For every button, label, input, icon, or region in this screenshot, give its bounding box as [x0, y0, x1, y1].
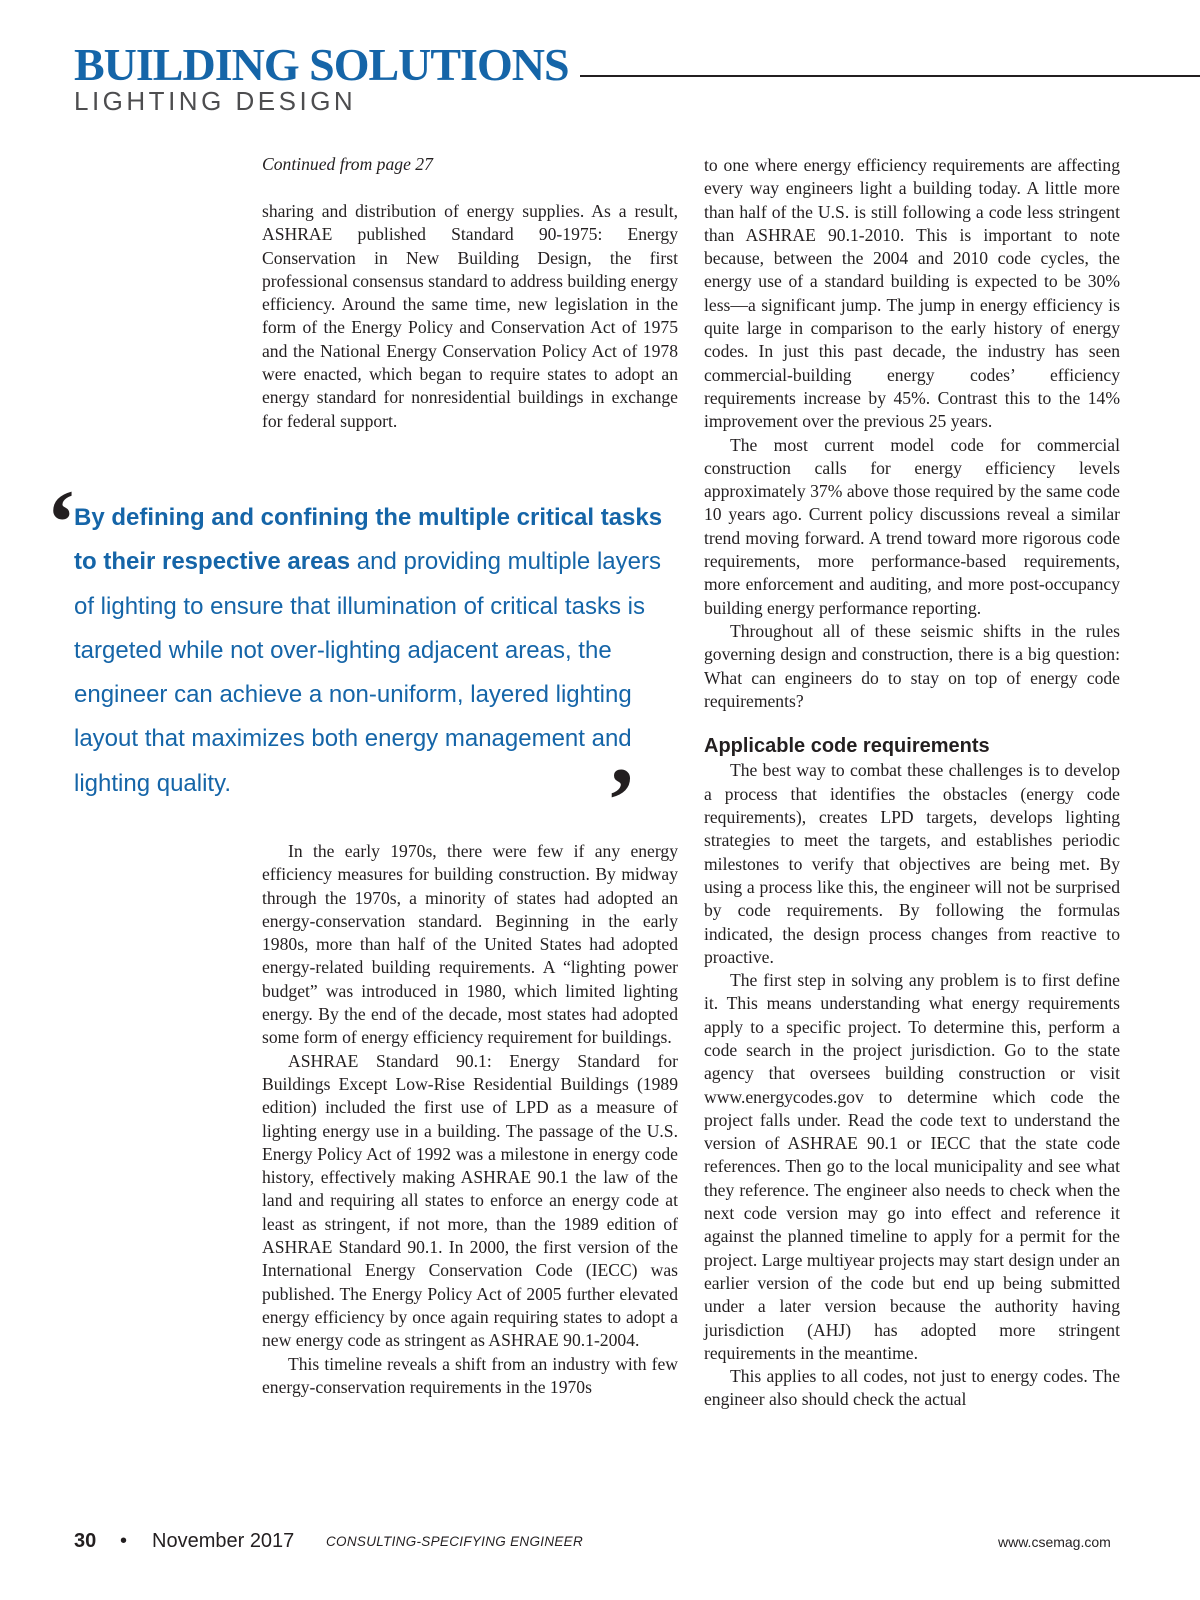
- close-quote-icon: ’: [606, 749, 637, 851]
- left-column-bottom: [262, 840, 678, 1399]
- magazine-name: CONSULTING-SPECIFYING ENGINEER: [326, 1534, 584, 1549]
- page-number: 30: [74, 1530, 97, 1552]
- paragraph: This timeline reveals a shift from an industry with few energy-conservation requirements in the 1970s: [262, 1353, 678, 1397]
- issue-date: November 2017: [152, 1530, 295, 1552]
- paragraph: ASHRAE Standard 90.1: Energy Standard for Buildings Except Low-Rise Residential Buildings (1989 edition) included the first use of LPD as a measure of lighting energy use in a building. The passage of the U.S. Energy Policy Act of 1992 was a milestone in energy code history, effectively making ASHRAE 90.1 the law of the land and requiring all states to enforce an energy code at least as stringent, if not more, than the 1989 edition of ASHRAE Standard 90.1. In 2000, the first version of the International Energy Conservation Code (IECC) was published. The Energy Policy Act of 2005 further elevated energy efficiency by once again requiring states to adopt a new energy code as stringent as ASHRAE 90.1-2004.: [262, 1050, 678, 1351]
- footer-bullet: •: [120, 1530, 128, 1552]
- pull-quote-bold: By defining and confining the multiple critical tasks to their respective areas: [74, 504, 663, 576]
- section-heading: Applicable code requirements: [704, 735, 990, 758]
- paragraph: Throughout all of these seismic shifts in the rules governing design and construction, there is a big question: What can engineers do to stay on top of energy code requirements?: [704, 620, 1120, 711]
- paragraph: sharing and distribution of energy supplies. As a result, ASHRAE published Standard 90-1975: Energy Conservation in New Building Design, the first professional consensus standard to address building energy efficiency. Around the same time, new legislation in the form of the Energy Policy and Conservation Act of 1975 and the National Energy Conservation Policy Act of 1978 were enacted, which began to require states to adopt an energy standard for nonresidential buildings in exchange for federal support.: [262, 201, 678, 431]
- right-column: [704, 154, 1120, 1412]
- website: www.csemag.com: [998, 1534, 1111, 1550]
- paragraph: The best way to combat these challenges is to develop a process that identifies the obstacles (energy code requirements), creates LPD targets, develops lighting strategies to meet the targets, and establishes periodic milestones to verify that objectives are being met. By using a process like this, the engineer will not be surprised by code requirements. By following the formulas indicated, the design process changes from reactive to proactive.: [704, 760, 1120, 967]
- open-quote-icon: ‘: [46, 471, 77, 573]
- paragraph: The first step in solving any problem is to first define it. This means understanding what energy requirements apply to a specific project. To determine this, perform a code search in the project jurisdiction. Go to the state agency that oversees building construction or visit www.energycodes.gov to determine which code the project falls under. Read the code text to understand the version of ASHRAE 90.1 or IECC that the state code references. Then go to the local municipality and see what they reference. The engineer also needs to check when the next code version may go into effect and reference it against the planned timeline to apply for a permit for the project. Large multiyear projects may start design under an earlier version of the code but end up being submitted under a later version because the authority having jurisdiction (AHJ) has adopted more stringent requirements in the meantime.: [704, 970, 1120, 1363]
- section-subtitle: LIGHTING DESIGN: [74, 86, 357, 116]
- paragraph: to one where energy efficiency requirements are affecting every way engineers light a building today. A little more than half of the U.S. is still following a code less stringent than ASHRAE 90.1-2010. This is important to note because, between the 2004 and 2010 code cycles, the energy use of a standard building is expected to be 30% less—a significant jump. The jump in energy efficiency is quite large in comparison to the early history of energy codes. In just this past decade, the industry has seen commercial-building energy codes’ efficiency requirements increase by 45%. Contrast this to the 14% improvement over the previous 25 years.: [704, 155, 1120, 432]
- paragraph: This applies to all codes, not just to energy codes. The engineer also should check the actual: [704, 1366, 1120, 1410]
- header-rule: [580, 75, 1200, 77]
- pull-quote-rest: and providing multiple layers of lighting to ensure that illumination of critical tasks is targeted while not over-lighting adjacent areas, the engineer can achieve a non-uniform, layered lighting layout that maximizes both energy management and lighting quality.: [74, 548, 661, 797]
- section-title: BUILDING SOLUTIONS: [74, 39, 569, 90]
- left-column-top: [262, 200, 678, 433]
- continued-note: Continued from page 27: [262, 154, 433, 174]
- pull-quote: [74, 496, 674, 806]
- paragraph: The most current model code for commercial construction calls for energy efficiency levels approximately 37% above those required by the same code 10 years ago. Current policy discussions reveal a similar trend moving forward. A trend toward more rigorous code requirements, more performance-based requirements, more enforcement and auditing, and more post-occupancy building energy performance reporting.: [704, 434, 1120, 618]
- paragraph: In the early 1970s, there were few if any energy efficiency measures for building construction. By midway through the 1970s, a minority of states had adopted an energy-conservation standard. Beginning in the early 1980s, more than half of the United States had adopted energy-related building requirements. A “lighting power budget” was introduced in 1980, which limited lighting energy. By the end of the decade, most states had adopted some form of energy efficiency requirement for buildings.: [262, 841, 678, 1048]
